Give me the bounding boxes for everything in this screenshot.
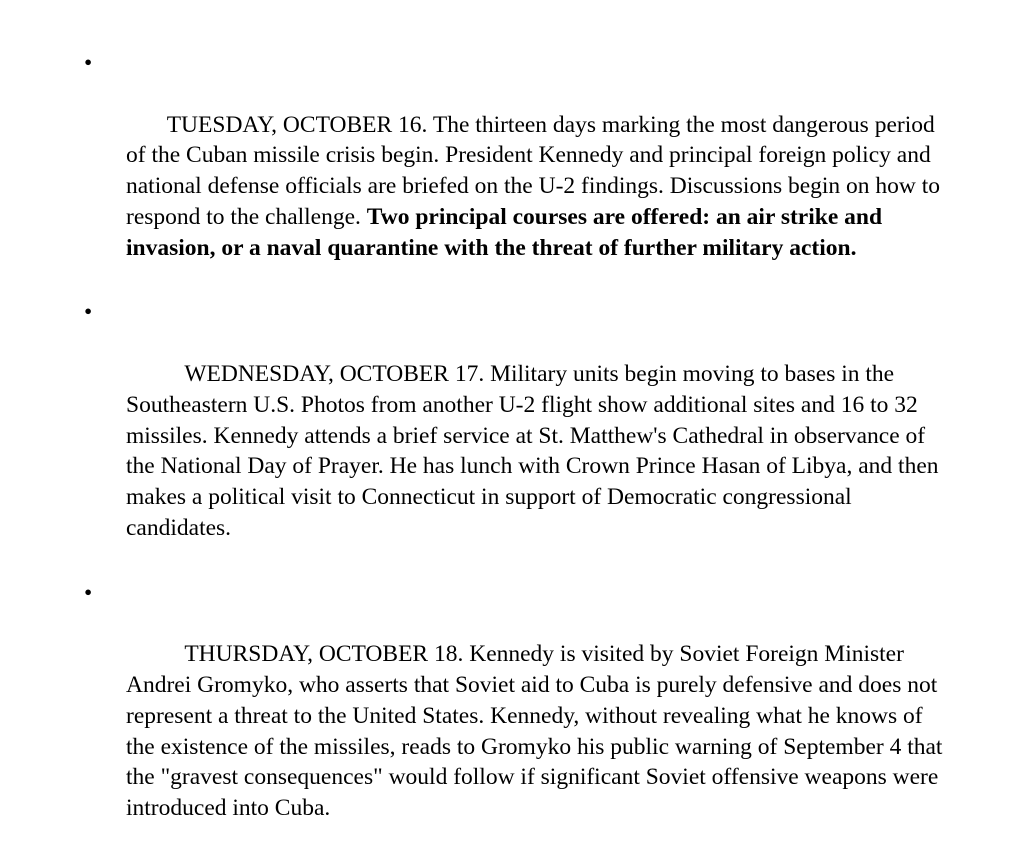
- bullet-item-october-17: [84, 297, 944, 574]
- bullet-text: WEDNESDAY, OCTOBER 17. Military units begin moving to bases in the Southeastern U.S. Photos from another U-2 flight show additional sites and 16 to 32 missiles. Kennedy attends a brief service at St. Matthew's Cathedral in observance of the National Day of Prayer. He has lunch with Crown Prince Hasan of Libya, and then makes a political visit to Connecticut in support of Democratic congressional candidates.: [126, 360, 945, 541]
- bullet-icon: •: [84, 299, 93, 326]
- bullet-icon: •: [84, 50, 93, 76]
- bullet-list: [84, 48, 949, 858]
- bullet-text: TUESDAY, OCTOBER 16. The thirteen days marking the most dangerous period of the Cuban missile crisis begin. President Kennedy and principal foreign policy and national defense officials are briefed on the U-2 findings. Discussions begin on how to respond to the challenge.: [126, 111, 946, 230]
- bullet-item-october-16: [84, 48, 944, 294]
- bullet-bold-text: Two principal courses are offered: an air strike and invasion, or a naval quarantine with the threat of further military action.: [126, 203, 888, 261]
- bullet-item-october-18: [84, 578, 949, 855]
- bullet-icon: •: [84, 579, 93, 606]
- bullet-text: THURSDAY, OCTOBER 18. Kennedy is visited by Soviet Foreign Minister Andrei Gromyko, who asserts that Soviet aid to Cuba is purely defensive and does not represent a threat to the United States. Kennedy, without revealing what he knows of the existence of the missiles, reads to Gromyko his public warning of September 4 that the "gravest consequences" would follow if significant Soviet offensive weapons were introduced into Cuba.: [126, 641, 949, 822]
